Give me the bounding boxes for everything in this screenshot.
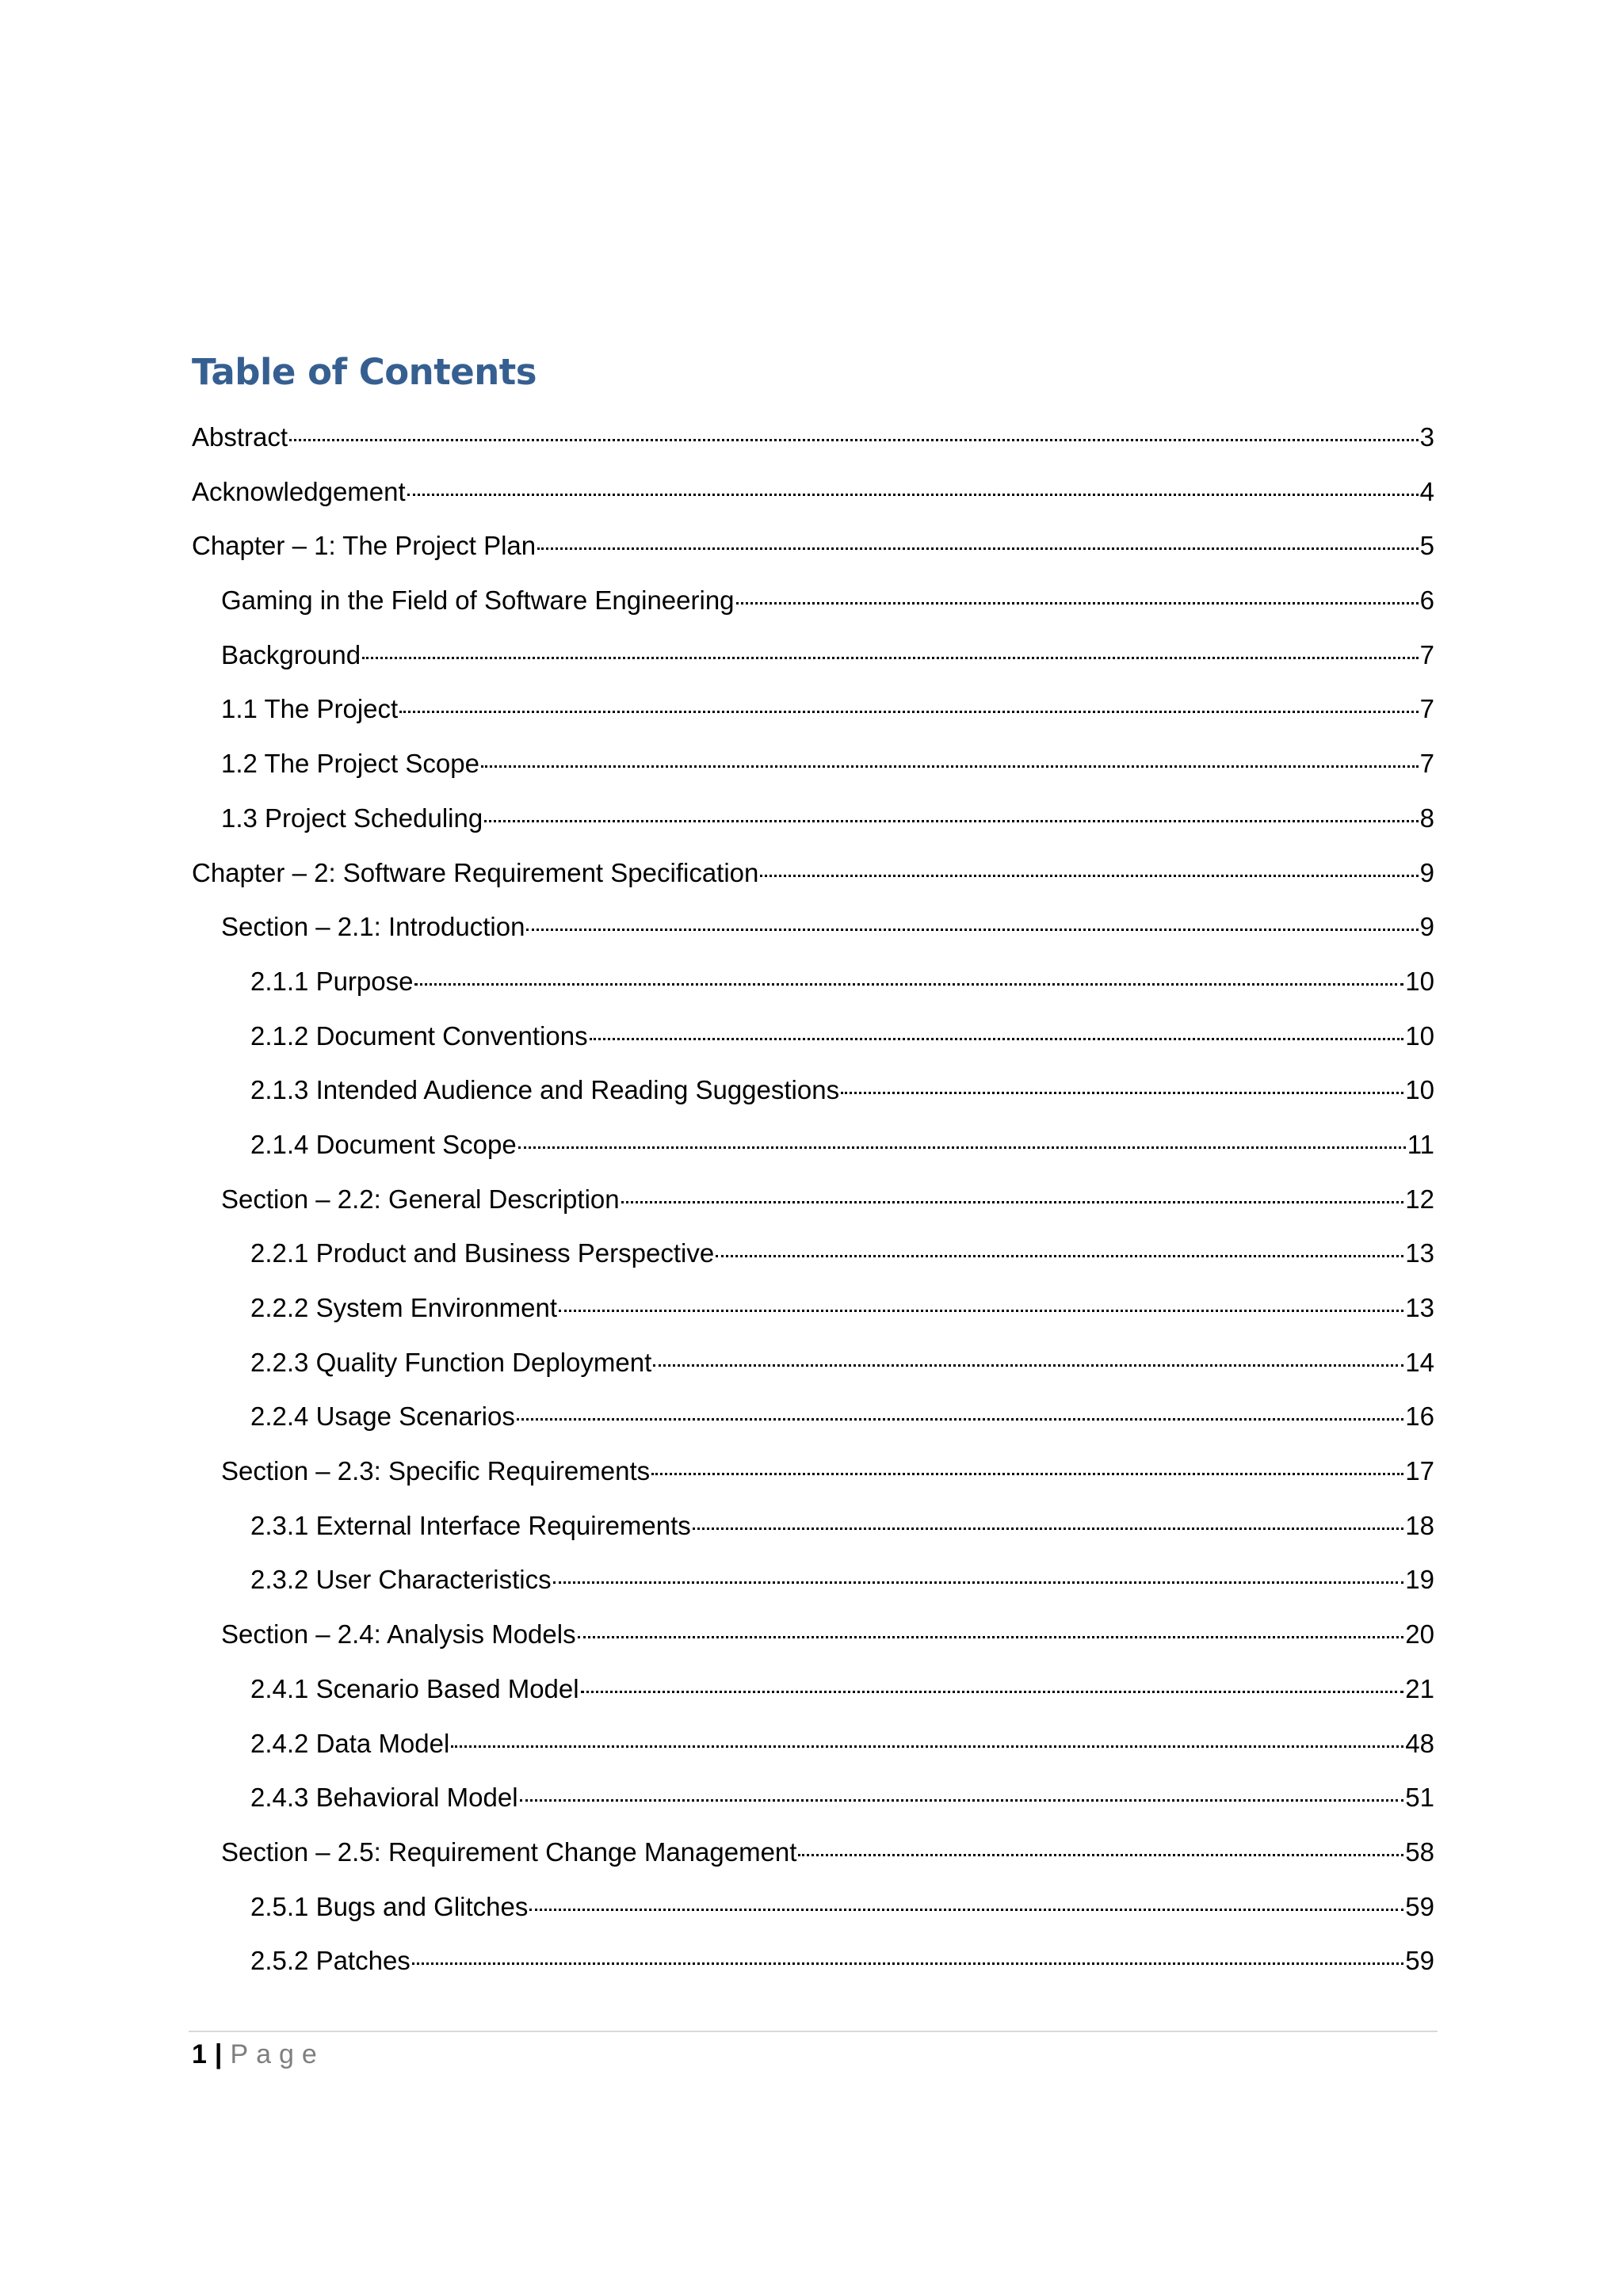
- toc-entry[interactable]: [192, 1063, 1434, 1118]
- toc-dot-leader: [518, 1146, 1406, 1149]
- toc-entry-title: 1.2 The Project Scope: [221, 749, 479, 779]
- toc-entry[interactable]: [192, 1390, 1434, 1444]
- toc-entry-page-number: 16: [1405, 1402, 1434, 1432]
- toc-dot-leader: [407, 493, 1419, 496]
- toc-dot-leader: [798, 1853, 1403, 1856]
- toc-entry-title: Acknowledgement: [192, 476, 406, 506]
- toc-entry[interactable]: [192, 1499, 1434, 1554]
- toc-dot-leader: [553, 1581, 1404, 1584]
- toc-dot-leader: [520, 1798, 1404, 1802]
- footer-page-label: Page: [230, 2039, 325, 2069]
- toc-entry-title: 2.1.2 Document Conventions: [250, 1020, 588, 1051]
- toc-dot-leader: [484, 819, 1418, 822]
- toc-entry[interactable]: [192, 574, 1434, 628]
- toc-entry[interactable]: [192, 1009, 1434, 1064]
- toc-dot-leader: [653, 1363, 1403, 1367]
- toc-entry[interactable]: [192, 1880, 1434, 1935]
- toc-dot-leader: [537, 547, 1419, 550]
- toc-entry[interactable]: [192, 519, 1434, 574]
- toc-entry-page-number: 4: [1419, 476, 1434, 506]
- toc-entry[interactable]: [192, 465, 1434, 520]
- toc-entry-page-number: 12: [1405, 1184, 1434, 1214]
- toc-entry-title: 2.2.4 Usage Scenarios: [250, 1402, 515, 1432]
- toc-entry-title: 2.2.3 Quality Function Deployment: [250, 1347, 652, 1377]
- toc-dot-leader: [526, 928, 1418, 931]
- toc-entry-title: Section – 2.5: Requirement Change Management: [221, 1836, 797, 1867]
- toc-entry[interactable]: [192, 1771, 1434, 1825]
- toc-dot-leader: [362, 656, 1419, 659]
- footer-page-number: 1: [192, 2039, 207, 2069]
- toc-dot-leader: [481, 765, 1419, 768]
- toc-entry[interactable]: [192, 1336, 1434, 1390]
- toc-dot-leader: [841, 1091, 1403, 1094]
- toc-dot-leader: [736, 601, 1419, 605]
- toc-dot-leader: [289, 438, 1419, 441]
- toc-entry-page-number: 10: [1405, 1075, 1434, 1105]
- toc-entry-page-number: 8: [1419, 803, 1434, 833]
- toc-entry-page-number: 13: [1405, 1238, 1434, 1268]
- toc-entry-page-number: 9: [1419, 857, 1434, 887]
- toc-entry[interactable]: [192, 791, 1434, 846]
- toc-entry-page-number: 9: [1419, 912, 1434, 942]
- toc-dot-leader: [559, 1309, 1403, 1312]
- toc-dot-leader: [716, 1254, 1403, 1257]
- toc-entry[interactable]: [192, 1662, 1434, 1717]
- toc-entry[interactable]: [192, 900, 1434, 955]
- toc-entry-title: Section – 2.3: Specific Requirements: [221, 1456, 651, 1486]
- toc-dot-leader: [529, 1908, 1403, 1911]
- toc-entry-title: Gaming in the Field of Software Engineering: [221, 585, 735, 616]
- toc-dot-leader: [581, 1690, 1404, 1693]
- toc-entry-title: Section – 2.4: Analysis Models: [221, 1619, 576, 1650]
- toc-entry-title: 2.1.3 Intended Audience and Reading Suggestions: [250, 1075, 840, 1105]
- toc-entry-title: 2.2.2 System Environment: [250, 1293, 558, 1322]
- toc-entry[interactable]: [192, 955, 1434, 1009]
- toc-entry[interactable]: [192, 1173, 1434, 1227]
- toc-entry[interactable]: [192, 1608, 1434, 1662]
- toc-entry-title: 1.3 Project Scheduling: [221, 803, 483, 833]
- toc-dot-leader: [651, 1472, 1403, 1475]
- toc-entry-page-number: 3: [1419, 422, 1434, 452]
- toc-entry-page-number: 59: [1405, 1946, 1434, 1976]
- toc-entry-title: Chapter – 2: Software Requirement Specification: [192, 857, 759, 887]
- toc-dot-leader: [412, 1962, 1403, 1965]
- toc-entry-title: 2.4.3 Behavioral Model: [250, 1783, 518, 1813]
- toc-entry[interactable]: [192, 628, 1434, 683]
- toc-entry-title: Section – 2.2: General Description: [221, 1184, 620, 1214]
- toc-dot-leader: [590, 1037, 1404, 1040]
- toc-entry-page-number: 5: [1419, 531, 1434, 561]
- toc-dot-leader: [621, 1200, 1404, 1203]
- toc-entry-title: 2.2.1 Product and Business Perspective: [250, 1238, 715, 1268]
- toc-entry[interactable]: [192, 1934, 1434, 1989]
- toc-entry-page-number: 7: [1419, 694, 1434, 724]
- toc-dot-leader: [693, 1527, 1403, 1530]
- toc-entry[interactable]: [192, 846, 1434, 901]
- toc-entry[interactable]: [192, 1281, 1434, 1336]
- toc-dot-leader: [399, 710, 1418, 713]
- toc-entry[interactable]: [192, 737, 1434, 791]
- toc-entry[interactable]: [192, 1118, 1434, 1173]
- toc-dot-leader: [517, 1417, 1403, 1421]
- toc-entry-page-number: 14: [1405, 1347, 1434, 1377]
- toc-entry-page-number: 51: [1405, 1783, 1434, 1813]
- toc-entry[interactable]: [192, 1825, 1434, 1880]
- page-footer: [192, 2034, 325, 2075]
- toc-entry-page-number: 58: [1405, 1836, 1434, 1867]
- toc-entry-page-number: 20: [1405, 1619, 1434, 1650]
- toc-list: [192, 410, 1434, 1989]
- toc-entry-title: 2.3.2 User Characteristics: [250, 1565, 552, 1595]
- toc-entry-title: Background: [221, 639, 361, 669]
- toc-entry-page-number: 19: [1405, 1565, 1434, 1595]
- footer-divider: [189, 2031, 1438, 2032]
- toc-entry[interactable]: [192, 410, 1434, 465]
- toc-entry-page-number: 7: [1419, 639, 1434, 669]
- toc-entry-title: 2.5.1 Bugs and Glitches: [250, 1891, 529, 1921]
- toc-entry-title: Section – 2.1: Introduction: [221, 912, 525, 942]
- toc-entry-page-number: 48: [1405, 1728, 1434, 1758]
- toc-entry-title: 2.1.4 Document Scope: [250, 1129, 517, 1159]
- toc-heading: Table of Contents: [192, 351, 537, 393]
- footer-separator: |: [214, 2039, 223, 2069]
- toc-entry-page-number: 59: [1405, 1891, 1434, 1921]
- toc-entry-title: Chapter – 1: The Project Plan: [192, 531, 537, 561]
- toc-entry-page-number: 10: [1405, 966, 1434, 996]
- toc-entry-page-number: 7: [1419, 749, 1434, 779]
- toc-entry[interactable]: [192, 1444, 1434, 1499]
- toc-entry-title: 1.1 The Project: [221, 694, 399, 724]
- toc-entry-page-number: 6: [1419, 585, 1434, 616]
- toc-entry-title: 2.5.2 Patches: [250, 1946, 411, 1976]
- toc-dot-leader: [451, 1745, 1403, 1748]
- toc-entry-title: 2.4.1 Scenario Based Model: [250, 1673, 579, 1703]
- toc-entry-page-number: 11: [1407, 1129, 1434, 1159]
- toc-entry[interactable]: [192, 682, 1434, 737]
- toc-entry[interactable]: [192, 1717, 1434, 1772]
- toc-entry-page-number: 10: [1405, 1020, 1434, 1051]
- toc-entry-page-number: 17: [1405, 1456, 1434, 1486]
- toc-entry-title: 2.1.1 Purpose: [250, 966, 414, 996]
- toc-entry-title: 2.3.1 External Interface Requirements: [250, 1510, 691, 1540]
- toc-dot-leader: [760, 874, 1418, 877]
- toc-entry-page-number: 13: [1405, 1293, 1434, 1322]
- toc-entry[interactable]: [192, 1226, 1434, 1281]
- toc-entry-title: Abstract: [192, 422, 288, 452]
- toc-entry-page-number: 21: [1405, 1673, 1434, 1703]
- toc-dot-leader: [578, 1635, 1404, 1638]
- toc-entry-title: 2.4.2 Data Model: [250, 1728, 450, 1758]
- toc-entry[interactable]: [192, 1553, 1434, 1608]
- toc-entry-page-number: 18: [1405, 1510, 1434, 1540]
- toc-dot-leader: [414, 982, 1403, 986]
